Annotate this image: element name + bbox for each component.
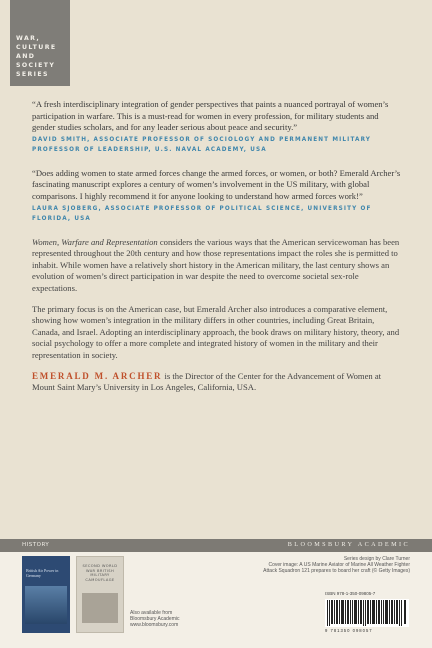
barcode-digits: 9 781350 098057 bbox=[325, 628, 373, 633]
credit-line-3: Attack Squadron 121 prepares to board her craft (© Getty Images) bbox=[263, 568, 410, 575]
footer-bar bbox=[0, 539, 432, 552]
description-p1-text: considers the various ways that the American servicewoman has been represented throughout the 20th century and how those representations impact the roles she is permitted to inhabit. While women have a relatively short history in the American military, the last century shows an evolution of women’s direct participation in war despite the need to overcome societal sex-role expectations. bbox=[32, 236, 400, 293]
publisher-footer bbox=[0, 539, 432, 648]
related-book-title-1: British Air Power in Germany bbox=[26, 568, 59, 578]
description-paragraph-2: The primary focus is on the American case, but Emerald Archer also introduces a comparative element, showing how women’s integration in the military differs in other countries, including Great Britain, Canada, and Israel. Adopting an interdisciplinary approach, the book draws on military history, theory, and social psychology to offer a more complete and integrated history of women in the military and their representation in society. bbox=[32, 303, 400, 360]
barcode-icon bbox=[325, 599, 409, 627]
publisher-name: BLOOMSBURY ACADEMIC bbox=[287, 541, 410, 548]
camouflage-photo-image bbox=[82, 593, 118, 623]
also-available-line-1: Also available from bbox=[130, 610, 173, 616]
endorsement-quote-2: “Does adding women to state armed forces change the armed forces, or women, or both? Emerald Archer’s fascinating manuscript explores a century of women’s involvement in the US military, with global comparisons. I highly recommend it for anyone looking to understand how armed forces work!” bbox=[32, 167, 401, 201]
also-available-note bbox=[130, 610, 179, 629]
related-book-title-2: SECOND WORLD WAR BRITISH MILITARY CAMOUFLAGE bbox=[82, 564, 118, 582]
series-line: WAR, bbox=[16, 35, 41, 42]
series-line: CULTURE bbox=[16, 44, 57, 51]
series-line: SOCIETY bbox=[16, 62, 56, 69]
aircraft-photo-image bbox=[25, 586, 67, 624]
also-available-line-2: Bloomsbury Academic bbox=[130, 616, 180, 623]
author-bio-text: is the Director of the Center for the Advancement of Women at Mount Saint Mary’s University in Los Angeles, California, USA. bbox=[32, 370, 382, 393]
series-line: AND bbox=[16, 53, 36, 60]
description-paragraph-1 bbox=[32, 237, 402, 295]
publisher-website: www.bloomsbury.com bbox=[130, 622, 179, 629]
series-line: SERIES bbox=[16, 71, 49, 78]
book-title-italic: Women, Warfare and Representation bbox=[32, 236, 158, 247]
related-book-cover-1 bbox=[22, 556, 70, 633]
author-bio bbox=[32, 371, 402, 394]
isbn-text: ISBN 978-1-350-09805-7 bbox=[325, 591, 376, 596]
credit-line-1: Series design by Clare Turner bbox=[343, 556, 410, 562]
credit-line-2: Cover image: A US Marine Aviator of Marine All Weather Fighter bbox=[268, 562, 410, 569]
endorsement-attribution-1: DAVID SMITH, ASSOCIATE PROFESSOR OF SOCIOLOGY AND PERMANENT MILITARY PROFESSOR OF LEADERSHIP, U.S. NAVAL ACADEMY, USA bbox=[32, 136, 372, 154]
author-name: EMERALD M. ARCHER bbox=[32, 370, 163, 381]
series-label-box bbox=[10, 0, 70, 86]
design-credits bbox=[220, 556, 410, 575]
subject-category: HISTORY bbox=[22, 542, 50, 548]
endorsement-quote-1: “A fresh interdisciplinary integration of gender perspectives that paints a nuanced portrayal of women’s participation in warfare. This is a must-read for women in every profession, for military students and gender studies scholars, and for any leader serious about peace and security.” bbox=[32, 99, 389, 133]
back-cover-text bbox=[32, 99, 402, 394]
endorsement-attribution-2: LAURA SJOBERG, ASSOCIATE PROFESSOR OF POLITICAL SCIENCE, UNIVERSITY OF FLORIDA, USA bbox=[32, 205, 372, 223]
related-book-cover-2 bbox=[76, 556, 124, 633]
